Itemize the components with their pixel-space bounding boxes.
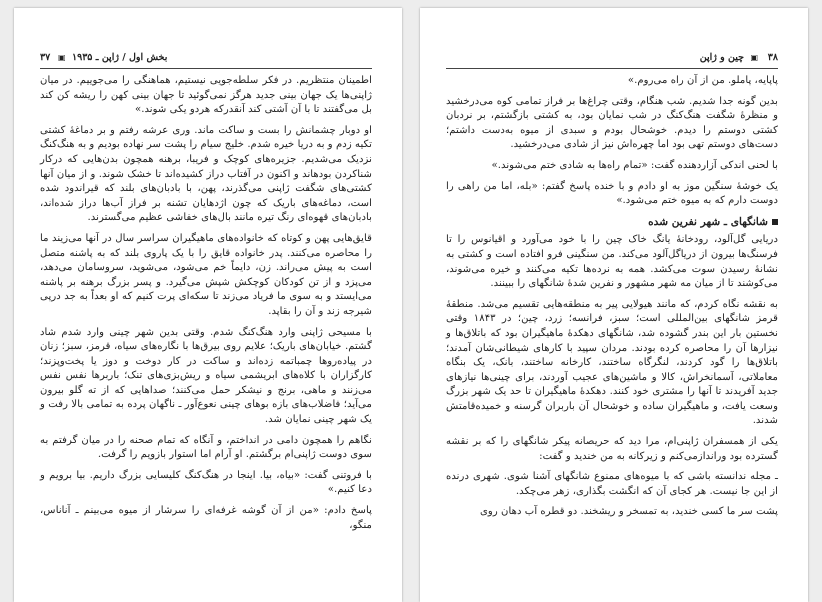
section-heading xyxy=(446,215,778,230)
section-heading-text: شانگهای ـ شهر نفرین شده xyxy=(648,215,768,228)
right-page xyxy=(420,8,808,602)
left-page xyxy=(14,8,402,602)
header-rule xyxy=(40,68,372,69)
paragraph: یکی از همسفران ژاپنی‌ام، مرا دید که حریصانه پیکر شانگهای را که بر نقشه گسترده بود وراندازمی‌کنم و زیرکانه به من خندید و گفت: xyxy=(446,436,778,462)
paragraph: او دوبار چشمانش را بست و ساکت ماند. وری عرشه رفتم و بر دماغهٔ کشتی تکیه زدم و به دریا خیره شدم. خلیج سیام را پشت سر نهاده بودیم و به هنگ‌کنگ نزدیک می‌شدیم. جزیره‌های کوچک و فریبا، برهنه همچون بدن‌هایی که درکار شناکردن بودهاند و اکنون در آفتاب دراز کشیده‌اند تا خشک شوند. و از میان آنها کشتی‌های شگفت ژاپنی می‌گذرند، پهن، با بادبان‌های بلند که قیراندود شده است، دماغه‌های باریک که چون اژدهایان تشنه بر فراز آب‌ها دراز شده‌اند، بادبان‌های قهوه‌ای رنگ تیره مانند بال‌های خفاشی عظیم می‌گسترند. xyxy=(40,124,372,224)
paragraph: به نقشه نگاه کردم، که مانند هیولایی پیر به منطقه‌هایی تقسیم می‌شد. منطقهٔ قرمز شانگهای بین‌المللی است؛ سبز، فرانسه؛ زرد، چین؛ در ۱۸۴۳ وقتی نخستین بار این بندر گشوده شد، شانگهای دهکدهٔ ماهیگیران بود که باتلاق‌ها و نیزارها آن را محاصره کرده بودند. مردان سپید با کارهای شیطانی‌شان آمدند؛ باتلاق‌ها را گود کردند، لنگرگاه ساختند، کارخانه ساختند، بانک، یک بنگاه معاملاتی، آسمانخراش، کالا و ماشین‌های عجیب آوردند، برای چینی‌ها نیازهای جدید آفریدند تا آنها را مشتری خود کنند. دهکدهٔ ماهیگیران تا حد یک شهر بزرگ وسعت یافت، و ماهیگیران ساده و خوشحال آن باربران گرسنه و خمیده‌قامتش شدند. xyxy=(446,298,779,427)
paragraph: پشت سر ما کسی خندید، به تمسخر و ریشخند. دو قطره آب دهان روی xyxy=(479,506,778,518)
left-page-body xyxy=(40,74,372,539)
paragraph: اطمینان منتظریم. در فکر سلطه‌جویی نیستیم، هماهنگی را می‌جوییم. در میان ژاپنی‌ها یک جهان بینی جدید هرگز نمی‌گوئید تا جهان بینی کهن را ریشه کن کند بل می‌گفتند تا با آن آشتی کند آنقدرکه هردو یکی شوند.» xyxy=(40,75,372,116)
paragraph: با فروتنی گفت: «بیاه، بیا. اینجا در هنگ‌کنگ کلیسایی بزرگ داریم. بیا برویم و دعا کنیم.» xyxy=(40,469,372,496)
paragraph: پاسخ دادم: «من از آن گوشه غرفه‌ای را سرشار از میوه می‌بینم ـ آناناس، منگو، xyxy=(40,505,372,531)
paragraph: بدین گونه جدا شدیم. شب هنگام، وقتی چراغ‌ها بر فراز تمامی کوه می‌درخشید و منظرهٔ شگفت هنگ‌کنگ در شب نمایان بود، به کشتی بازگشتم، بر نردبان کشتی دوستم را دیدم. خوشحال بودم و سبدی از میوه به‌دست داشتم؛ دست‌های دوستم تهی بود اما چهره‌اش نیز از شادی می‌درخشید. xyxy=(446,95,778,151)
paragraph: پاپایه، پاملو. من از آن راه می‌روم.» xyxy=(627,75,778,86)
left-page-header xyxy=(40,52,372,68)
paragraph: با لحنی اندکی آزاردهنده گفت: «تمام راه‌ها به شادی ختم می‌شوند.» xyxy=(491,159,778,171)
paragraph: یک خوشهٔ سنگین موز به او دادم و با خنده پاسخ گفتم: «بله، اما من راهی را دوست دارم که به میوه ختم می‌شود.» xyxy=(446,180,778,207)
paragraph: قایق‌هایی پهن و کوتاه که خانواده‌های ماهیگیران سراسر سال در آنها می‌زیند ما را محاصره می‌کنند. پدر خانواده قایق را با یک پاروی بلند که به پاشنه متصل است به پیش می‌راند. زن، دایماً خم می‌شود، می‌شوید، سروسامان می‌دهد، می‌پزد و از تن کودکان کوچکش شپش می‌گیرد. و پسر بزرگ برهنه بر پاشنه می‌ایستد و به سوی ما فریاد می‌زند تا سکه‌ای پرت کنیم که او بعداً به جد درپی شیرجه زند و آن را بقاپد. xyxy=(40,232,372,317)
running-title: چین و ژاپن xyxy=(699,52,744,63)
header-ornament-icon: ▣ xyxy=(750,52,758,62)
paragraph: ـ مجله ندانسته باشی که با میوه‌های ممنوع شانگهای آشنا شوی. شهری درنده از این جا نیست. هر کجای آن که انگشت بگذاری، زهر می‌چکد. xyxy=(446,471,778,497)
header-rule xyxy=(446,68,778,69)
running-title: بخش اول / ژاپن ـ ۱۹۳۵ xyxy=(72,52,168,63)
right-page-body xyxy=(446,74,778,526)
paragraph: دریایی گل‌آلود، رودخانهٔ یانگ خاک چین را با خود می‌آورد و اقیانوس را تا فرسنگ‌ها بیرون از دریاگل‌آلود می‌کند. من سنگینی فرو افتاده است و کشتی به نشانهٔ رسیدن سوت می‌کشد. همه به نرده‌ها تکیه می‌کنند و خیره می‌شوند، می‌کوشند تا از میان مه شهر مشهور و نفرین شدهٔ شانگهای را ببینند. xyxy=(446,234,778,290)
page-number: ۳۸ xyxy=(767,52,778,63)
right-page-header xyxy=(446,52,778,68)
header-ornament-icon: ▣ xyxy=(58,52,66,62)
page-number: ۳۷ xyxy=(40,52,51,63)
paragraph: با مسیحی ژاپنی وارد هنگ‌کنگ شدم. وقتی بدین شهر چینی وارد شدم شاد گشتم. خیابان‌های باریک؛ علایم روی بیرق‌ها با نگاره‌های سیاه، قرمز، سبز؛ زنان در پیاده‌روها چمباتمه زده‌اند و ساکت در کار دوخت و دوز یا پخت‌وپزند؛ کارگزاران با کلاه‌های ابریشمی سیاه و ریش‌بزی‌های تنک؛ باربرها نفس نفس می‌زنند و ماهی، برنج و نیشکر حمل می‌کنند؛ صداهایی که از ته گلو بیرون می‌آید؛ فاضلاب‌های بازه بوهای چینی نعوع‌آور ـ ناگهان پرده به تمامی بالا رفت و یک شهر چینی نمایان شد. xyxy=(40,326,372,426)
bullet-square-icon xyxy=(772,219,778,225)
paragraph: نگاهم را همچون دامی در انداختم، و آنگاه که تمام صحنه را در میان گرفتم به سوی دوست ژاپنی‌ام برگشتم. او آرام اما استوار بازویم را گرفت. xyxy=(40,434,372,461)
